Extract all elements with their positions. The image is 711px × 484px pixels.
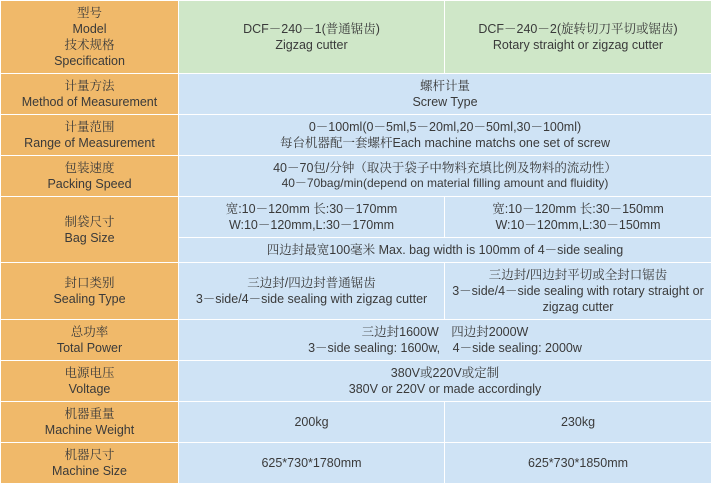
row-label-sealing [1,263,179,320]
row-label-bagsize [1,197,179,263]
row-value-method-cn: 螺杆计量 [419,79,470,93]
row-value-power-en: 3－side sealing: 1600w, 4－side sealing: 2000w [308,341,582,355]
row-value-weight-col1: 200kg [179,402,445,443]
table-row [1,156,711,197]
row-value-speed-cn: 40－70包/分钟（取决于袋子中物料充填比例及物料的流动性） [273,161,617,176]
sealing-col2-cn: 三边封/四边封平切或全封口锯齿 [488,268,668,282]
bagsize-col2-cn: 宽:10－120mm 长:30－150mm [492,202,664,216]
row-label-range [1,115,179,156]
table-row [1,320,711,361]
row-value-size-col1: 625*730*1780mm [179,443,445,484]
row-label-power [1,320,179,361]
row-value-voltage-en: 380V or 220V or made accordingly [348,382,542,396]
row-label-method-cn: 计量方法 [64,79,115,93]
header-col2 [445,1,711,74]
bagsize-col1-en: W:10－120mm,L:30－170mm [228,218,395,232]
sealing-col1-en: 3－side/4－side sealing with zigzag cutter [195,292,428,306]
row-label-weight-en: Machine Weight [44,423,135,437]
row-label-weight-cn: 机器重量 [64,407,115,421]
bagsize-col2-en: W:10－120mm,L:30－150mm [495,218,661,232]
row-label-size-en: Machine Size [51,464,128,478]
table-row [1,443,711,484]
row-value-range [179,115,711,156]
row-label-weight [1,402,179,443]
table-row [1,402,711,443]
header-col1-cn: DCF－240－1(普通锯齿) [243,22,380,36]
row-label-speed [1,156,179,197]
row-value-method [179,74,711,115]
row-label-speed-cn: 包装速度 [64,161,115,175]
header-spec-en: Specification [54,54,125,68]
header-col2-en: Rotary straight or zigzag cutter [492,38,664,52]
row-label-voltage-en: Voltage [68,382,111,396]
sealing-col2-en: 3－side/4－side sealing with rotary straight or zigzag cutter [452,284,704,314]
row-value-bagsize-note [179,238,711,263]
row-label-method-en: Method of Measurement [21,95,158,109]
header-col2-cn: DCF－240－2(旋转切刀平切或锯齿) [478,22,678,36]
row-value-bagsize-col2 [445,197,711,238]
row-value-method-en: Screw Type [412,95,478,109]
row-value-power-cn: 三边封1600W 四边封2000W [361,325,529,339]
row-value-size-col2: 625*730*1850mm [445,443,711,484]
row-label-size-cn: 机器尺寸 [64,448,115,462]
row-value-speed-en: 40－70bag/min(depend on material filling amount and fluidity) [281,176,609,191]
row-label-bagsize-cn: 制袋尺寸 [64,214,115,229]
row-label-power-cn: 总功率 [70,325,109,339]
header-spec-cn: 技术规格 [64,38,115,52]
table-header-row [1,1,711,74]
row-label-bagsize-en: Bag Size [64,230,115,245]
row-label-sealing-cn: 封口类别 [64,276,115,290]
bagsize-col1-cn: 宽:10－120mm 长:30－170mm [225,202,398,216]
row-label-size [1,443,179,484]
table-row [1,197,711,238]
header-col1-en: Zigzag cutter [275,38,348,52]
row-value-weight-col2: 230kg [445,402,711,443]
row-label-range-cn: 计量范围 [64,120,115,134]
header-model-cn: 型号 [76,6,102,20]
row-value-sealing-col2 [445,263,711,320]
row-value-voltage [179,361,711,402]
header-model-en: Model [72,22,107,36]
row-label-power-en: Total Power [56,341,123,355]
table-row [1,361,711,402]
header-spec-model-cell [1,1,179,74]
row-value-sealing-col1 [179,263,445,320]
row-label-voltage [1,361,179,402]
row-label-voltage-cn: 电源电压 [64,366,115,380]
row-value-speed [179,156,711,197]
bagsize-note: 四边封最宽100毫米 Max. bag width is 100mm of 4－side sealing [266,243,624,257]
row-value-range-cn: 0－100ml(0－5ml,5－20ml,20－50ml,30－100ml) [308,120,582,134]
sealing-col1-cn: 三边封/四边封普通锯齿 [247,276,376,290]
table-row [1,115,711,156]
table-row [1,263,711,320]
row-value-range-en: 每台机器配一套螺杆Each machine matchs one set of screw [280,136,610,150]
row-value-voltage-cn: 380V或220V或定制 [390,366,500,380]
row-label-sealing-en: Sealing Type [53,292,126,306]
header-col1 [179,1,445,74]
row-label-method [1,74,179,115]
row-label-range-en: Range of Measurement [24,136,155,150]
row-label-speed-en: Packing Speed [47,177,132,191]
row-value-power [179,320,711,361]
row-value-bagsize-col1 [179,197,445,238]
table-row [1,74,711,115]
